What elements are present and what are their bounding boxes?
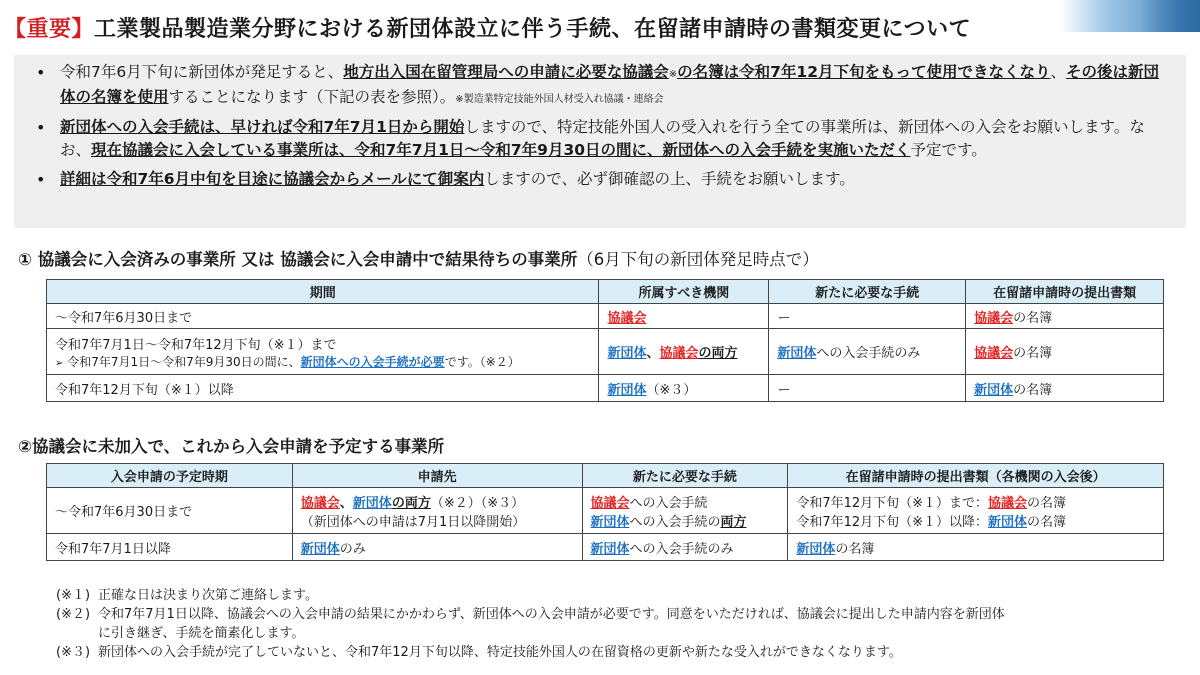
org-council: 協議会 [300, 495, 340, 511]
text: の両方 [391, 495, 431, 511]
footnote-mark: (※２) [56, 607, 91, 622]
emphasis: 詳細は令和7年6月中旬を目途に協議会からメールにて御案内 [60, 170, 485, 188]
text: （※３） [646, 382, 697, 398]
documents-line-1 [796, 492, 1155, 511]
table-row [47, 534, 1164, 561]
text: 、 [1050, 63, 1067, 81]
text: 両方 [720, 514, 747, 530]
procedure-line-2 [591, 511, 780, 530]
bullet-icon: • [36, 118, 46, 137]
cell-procedure [582, 534, 788, 561]
header-apply-to: 申請先 [292, 464, 582, 488]
header-org: 所属すべき機関 [599, 280, 769, 304]
section-1-title [18, 246, 819, 270]
text: 令和7年12月下旬（※１）まで： [796, 495, 989, 511]
text: 令和7年12月下旬（※１）以降： [796, 514, 989, 530]
documents-line-2 [796, 511, 1155, 530]
cell-procedure [582, 488, 788, 534]
cell-period: ～令和7年6月30日まで [47, 304, 599, 329]
arrow-icon: ➢ [55, 357, 64, 369]
text: への入会手続の [629, 514, 721, 530]
title-text: 工業製品製造業分野における新団体設立に伴う手続、在留諸申請時の書類変更について [94, 17, 972, 42]
section-1-subtitle: （6月下旬の新団体発足時点で） [577, 250, 819, 269]
text: しますので、必ず御確認の上、手続をお願いします。 [484, 170, 855, 188]
bullet-icon: • [36, 170, 46, 189]
org-council: 協議会 [988, 495, 1028, 511]
cell-org [599, 329, 769, 375]
footnote-mark: (※３) [56, 645, 91, 660]
cell-documents [788, 488, 1164, 534]
note-mark: ※ [668, 69, 678, 80]
org-new: 新団体 [300, 541, 340, 557]
org-new: 新団体 [974, 382, 1014, 398]
org-council: 協議会 [659, 346, 699, 361]
cell-documents [966, 375, 1164, 402]
header-schedule: 入会申請の予定時期 [47, 464, 293, 488]
text: の両方 [698, 346, 738, 361]
emphasis: 新団体への入会手続は、早ければ令和7年7月1日から開始 [60, 118, 465, 136]
text: することになります（下記の表を参照）。 [168, 88, 456, 106]
header-procedure: 新たに必要な手続 [582, 464, 788, 488]
section-2-title: ②協議会に未加入で、これから入会申請を予定する事業所 [18, 437, 445, 456]
org-new: 新団体 [607, 382, 647, 398]
org-new: 新団体 [590, 541, 630, 557]
page-title [4, 12, 971, 43]
summary-item-1 [30, 61, 1174, 111]
text: の名簿 [835, 541, 875, 557]
table-existing-members [46, 279, 1164, 402]
footnote-text: 新団体への入会手続が完了していないと、令和7年12月下旬以降、特定技能外国人の在留資格の更新や新たな受入れができなくなります。 [98, 645, 902, 660]
footnote-3 [56, 643, 1005, 662]
cell-apply-to [292, 534, 582, 561]
table-new-applicants [46, 463, 1164, 561]
table-row [47, 329, 1164, 375]
footnote-1 [56, 586, 1005, 605]
procedure-line-1 [591, 492, 780, 511]
apply-to-line [301, 492, 574, 511]
org-new: 新団体 [988, 514, 1028, 530]
emphasis: の名簿は令和7年12月下旬をもって使用できなくなり [677, 63, 1051, 81]
summary-box [14, 55, 1186, 228]
cell-procedure [769, 329, 966, 375]
cell-procedure: ー [769, 304, 966, 329]
cell-period [47, 329, 599, 375]
table-header-row [47, 464, 1164, 488]
text: 予定です。 [910, 141, 987, 159]
footnote-mark: (※１) [56, 588, 91, 603]
text: 令和7年7月1日～令和7年9月30日の間に、 [67, 354, 301, 369]
footnotes [56, 586, 1005, 662]
apply-to-subline: （新団体への申請は7月1日以降開始） [300, 514, 526, 530]
cell-procedure: ー [769, 375, 966, 402]
table-row [47, 304, 1164, 329]
org-new: 新団体 [796, 541, 836, 557]
org-new: 新団体 [777, 346, 817, 361]
emphasis: その後は新団体の名簿を使用 [60, 63, 1160, 106]
period-text: 令和7年7月1日～令和7年12月下旬（※１）まで [55, 337, 337, 353]
cell-documents [966, 329, 1164, 375]
header-procedure: 新たに必要な手続 [769, 280, 966, 304]
cell-period: 令和7年12月下旬（※１）以降 [47, 375, 599, 402]
cell-apply-to [292, 488, 582, 534]
org-council: 協議会 [607, 310, 647, 326]
cell-period: ～令和7年6月30日まで [47, 488, 293, 534]
footnote-text: 正確な日は決まり次第ご連絡します。 [98, 588, 318, 603]
table-row [47, 488, 1164, 534]
text: しますので、特定技能外国人の受入れを行う全ての事業所は、新団体への入会をお願いします。なお、 [60, 118, 1145, 159]
text: の名簿 [1013, 310, 1053, 326]
text: 、 [339, 495, 353, 511]
text: 、 [646, 346, 660, 361]
cell-org [599, 304, 769, 329]
summary-item-3 [30, 168, 1174, 191]
text: への入会手続 [629, 495, 708, 511]
summary-item-2 [30, 116, 1174, 162]
table-row [47, 375, 1164, 402]
header-documents: 在留諸申請時の提出書類 [966, 280, 1164, 304]
note-text: ※製造業特定技能外国人材受入れ協議・連絡会 [455, 94, 664, 105]
summary-list [30, 61, 1174, 191]
cell-org [599, 375, 769, 402]
text: の名簿 [1027, 495, 1067, 511]
header-documents: 在留諸申請時の提出書類（各機関の入会後） [788, 464, 1164, 488]
cell-documents [966, 304, 1164, 329]
cell-documents [788, 534, 1164, 561]
emphasis: 現在協議会に入会している事業所は、令和7年7月1日～令和7年9月30日の間に、新団体への入会手続を実施いただく [91, 141, 911, 159]
section-1-heading: ① 協議会に入会済みの事業所 又は 協議会に入会申請中で結果待ちの事業所 [18, 250, 578, 269]
org-council: 協議会 [974, 310, 1014, 326]
emphasis-new-org: 新団体への入会手続が必要 [300, 354, 445, 369]
text: 令和7年6月下旬に新団体が発足すると、 [60, 63, 344, 81]
text: の名簿 [1013, 382, 1053, 398]
text: のみ [339, 541, 366, 557]
bullet-icon: • [36, 63, 46, 82]
corner-decoration [1060, 0, 1200, 32]
text: への入会手続のみ [629, 541, 734, 557]
table-header-row [47, 280, 1164, 304]
cell-period: 令和7年7月1日以降 [47, 534, 293, 561]
footnote-2 [56, 605, 1005, 624]
text: です。（※２） [444, 354, 520, 369]
org-new: 新団体 [590, 514, 630, 530]
org-council: 協議会 [974, 346, 1014, 361]
org-new: 新団体 [352, 495, 392, 511]
text: の名簿 [1013, 346, 1053, 361]
footnote-text: 令和7年7月1日以降、協議会への入会申請の結果にかかわらず、新団体への入会申請が必要です。同意をいただければ、協議会に提出した申請内容を新団体 [98, 607, 1005, 622]
important-label: 【重要】 [4, 17, 95, 42]
text: への入会手続のみ [816, 346, 921, 361]
text: （※２）（※３） [430, 495, 525, 511]
period-subline [55, 353, 590, 370]
footnote-2-continuation: に引き継ぎ、手続を簡素化します。 [98, 626, 305, 641]
header-period: 期間 [47, 280, 599, 304]
org-new: 新団体 [607, 346, 647, 361]
org-council: 協議会 [590, 495, 630, 511]
emphasis: 地方出入国在留管理局への申請に必要な協議会 [343, 63, 669, 81]
text: の名簿 [1027, 514, 1067, 530]
